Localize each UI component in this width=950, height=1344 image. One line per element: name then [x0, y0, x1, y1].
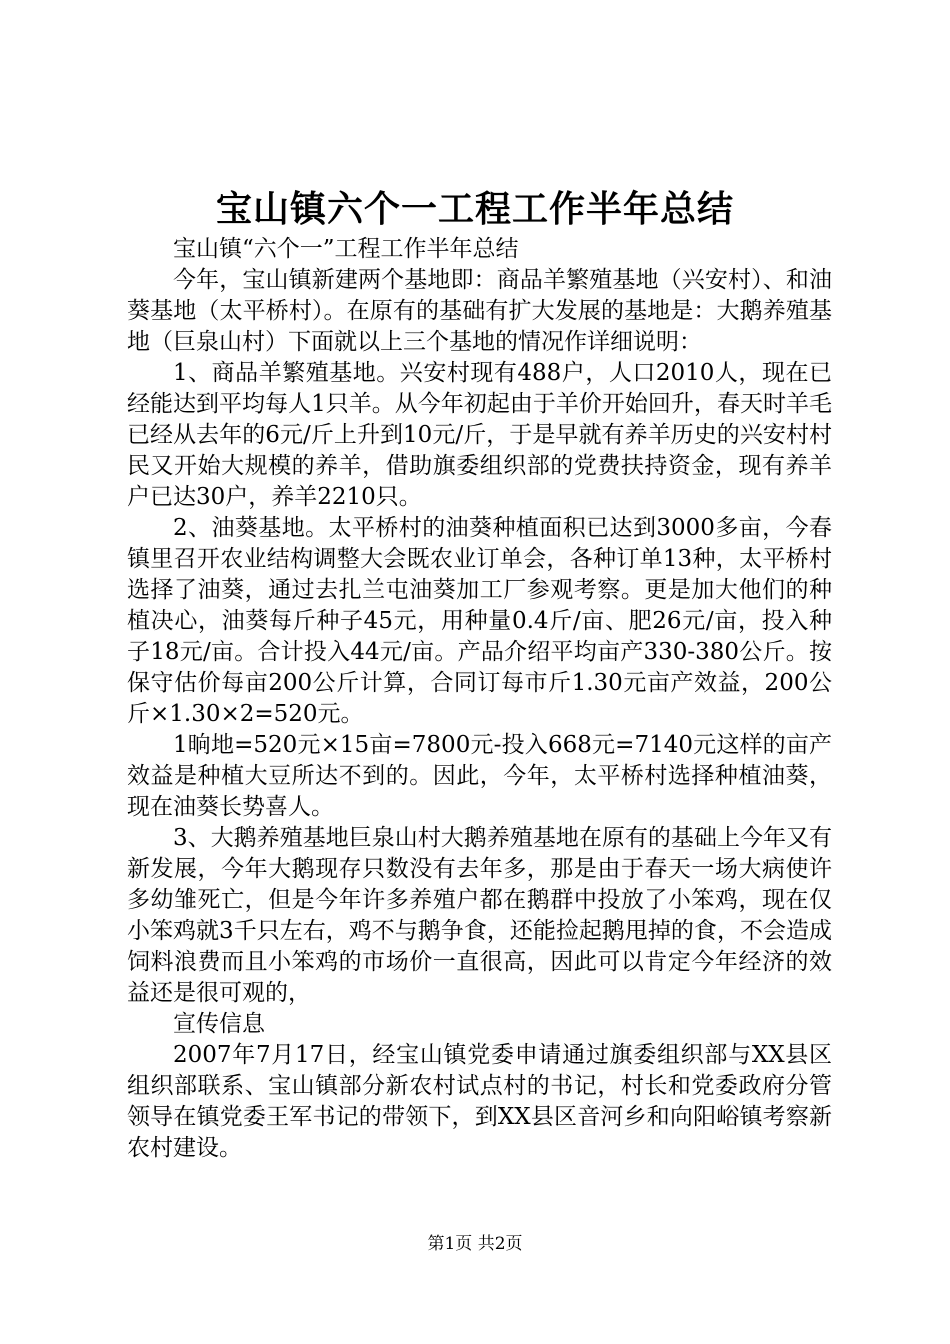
- paragraph-yield-benefit: 1晌地=520元×15亩=7800元-投入668元=7140元这样的亩产效益是种植大豆所达不到的。因此，今年，太平桥村选择种植油葵，现在油葵长势喜人。: [127, 732, 832, 820]
- document-body: [127, 234, 832, 1164]
- paragraph-sunflower-base: 2、油葵基地。太平桥村的油葵种植面积已达到3000多亩，今春镇里召开农业结构调整大会既农业订单会，各种订单13种，太平桥村选择了油葵，通过去扎兰屯油葵加工厂参观考察。更是加大他们的种植决心，油葵每斤种子45元，用种量0.4斤/亩、肥26元/亩，投入种子18元/亩。合计投入44元/亩。产品介绍平均亩产330-380公斤。按保守估价每亩200公斤计算，合同订每市斤1.30元亩产效益，200公斤×1.30×2=520元。: [127, 515, 832, 727]
- paragraph-section-heading: 宣传信息: [173, 1011, 265, 1037]
- paragraph-goose-base: 3、大鹅养殖基地巨泉山村大鹅养殖基地在原有的基础上今年又有新发展，今年大鹅现存只数没有去年多，那是由于春天一场大病使许多幼雏死亡，但是今年许多养殖户都在鹅群中投放了小笨鸡，现在仅小笨鸡就3千只左右，鸡不与鹅争食，还能捡起鹅甩掉的食，不会造成饲料浪费而且小笨鸡的市场价一直很高，因此可以肯定今年经济的效益还是很可观的，: [127, 825, 832, 1006]
- document-title: 宝山镇六个一工程工作半年总结: [215, 188, 734, 230]
- paragraph-intro: 今年，宝山镇新建两个基地即：商品羊繁殖基地（兴安村）、和油葵基地（太平桥村）。在原有的基础有扩大发展的基地是：大鹅养殖基地（巨泉山村）下面就以上三个基地的情况作详细说明：: [127, 267, 832, 355]
- paragraph-subtitle: 宝山镇“六个一”工程工作半年总结: [173, 236, 519, 262]
- paragraph-sheep-base: 1、商品羊繁殖基地。兴安村现有488户，人口2010人，现在已经能达到平均每人1只羊。从今年初起由于羊价开始回升，春天时羊毛已经从去年的6元/斤上升到10元/斤，于是早就有养羊历史的兴安村村民又开始大规模的养羊，借助旗委组织部的党费扶持资金，现有养羊户已达30户，养羊2210只。: [127, 360, 832, 510]
- page-footer: 第1页 共2页: [427, 1234, 523, 1254]
- paragraph-publicity: 2007年7月17日，经宝山镇党委申请通过旗委组织部与XX县区组织部联系、宝山镇部分新农村试点村的书记，村长和党委政府分管领导在镇党委王军书记的带领下，到XX县区音河乡和向阳峪镇考察新农村建设。: [127, 1042, 832, 1161]
